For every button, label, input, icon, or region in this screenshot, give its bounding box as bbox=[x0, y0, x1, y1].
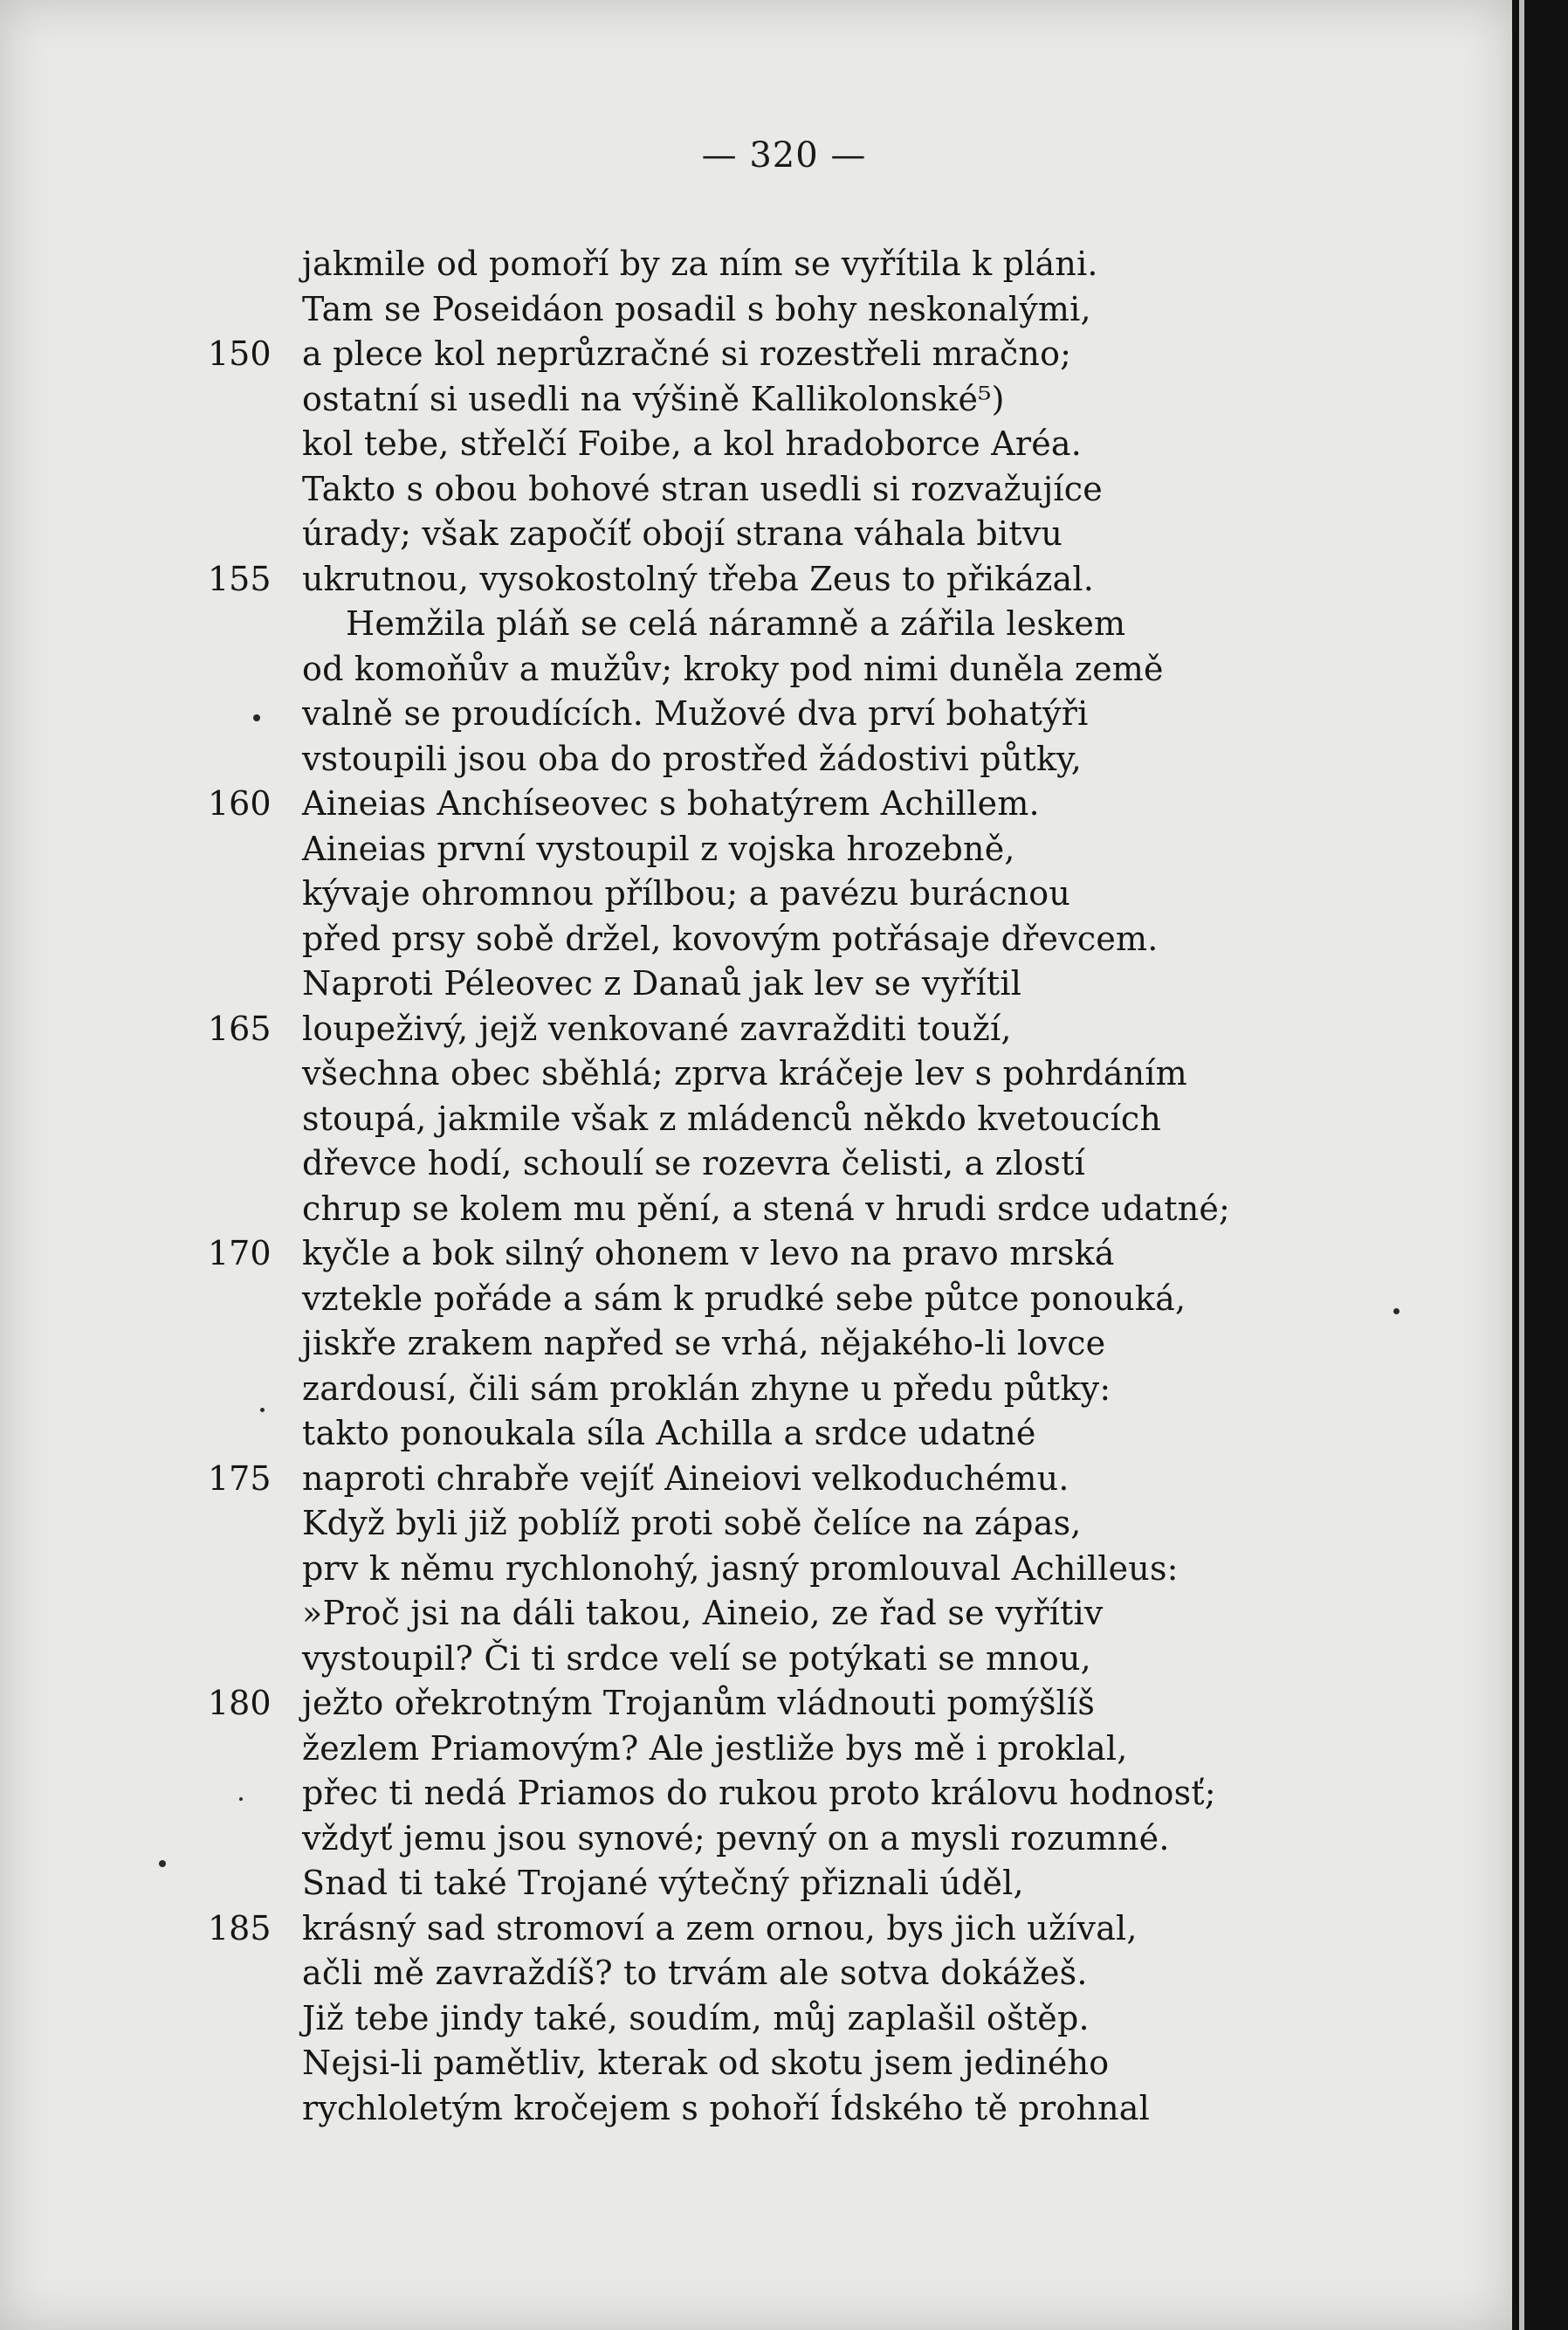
verse-text: vstoupili jsou oba do prostřed žádostivi půtky, bbox=[302, 739, 1083, 778]
verse-text: všechna obec sběhlá; zprva kráčeje lev s pohrdáním bbox=[302, 1054, 1187, 1093]
print-speck bbox=[1393, 1308, 1400, 1314]
verse-text: Aineias Anchíseovec s bohatýrem Achillem. bbox=[302, 784, 1040, 823]
verse-text: od komoňův a mužův; kroky pod nimi duněla země bbox=[302, 649, 1164, 688]
verse-text: vždyť jemu jsou synové; pevný on a mysli rozumné. bbox=[302, 1818, 1170, 1858]
verse-number: 165 bbox=[208, 1009, 272, 1048]
verse-line bbox=[0, 422, 1512, 467]
verse-text: ukrutnou, vysokostolný třeba Zeus to přikázal. bbox=[302, 559, 1095, 598]
verse-line bbox=[0, 1231, 1512, 1277]
verse-line bbox=[0, 737, 1512, 782]
verse-text: ježto ořekrotným Trojanům vládnouti pomýšlíš bbox=[302, 1684, 1096, 1722]
verse-number: 155 bbox=[208, 559, 272, 598]
verse-number: 150 bbox=[208, 334, 272, 373]
verse-text: stoupá, jakmile však z mládenců někdo kvetoucích bbox=[302, 1099, 1162, 1138]
verse-text: úrady; však započíť obojí strana váhala bitvu bbox=[302, 514, 1063, 553]
verse-line bbox=[0, 1457, 1512, 1502]
verse-line bbox=[0, 1727, 1512, 1772]
verse-text: žezlem Priamovým? Ale jestliže bys mě i proklal, bbox=[302, 1728, 1128, 1768]
verse-line bbox=[0, 1906, 1512, 1952]
verse-line bbox=[0, 1321, 1512, 1367]
verse-text: Hemžila pláň se celá náramně a zářila leskem bbox=[346, 604, 1126, 643]
verse-line bbox=[0, 1591, 1512, 1637]
verse-text: jakmile od pomoří by za ním se vyřítila k pláni. bbox=[302, 245, 1098, 283]
verse-text: Tam se Poseidáon posadil s bohy neskonalými, bbox=[302, 289, 1091, 328]
verse-line bbox=[0, 242, 1512, 287]
verse-number: 175 bbox=[208, 1458, 272, 1498]
verse-line bbox=[0, 647, 1512, 693]
verse-line bbox=[0, 1951, 1512, 1996]
verse-text: valně se proudících. Mužové dva prví bohatýři bbox=[302, 694, 1089, 733]
verse-block bbox=[0, 242, 1512, 2131]
verse-line bbox=[0, 1367, 1512, 1412]
verse-line bbox=[0, 1771, 1512, 1816]
verse-text: loupeživý, jejž venkované zavražditi touží, bbox=[302, 1009, 1012, 1048]
verse-line bbox=[0, 917, 1512, 962]
verse-text: vystoupil? Či ti srdce velí se potýkati se mnou, bbox=[302, 1638, 1091, 1678]
verse-line bbox=[0, 1816, 1512, 1862]
verse-line bbox=[0, 2086, 1512, 2132]
print-speck bbox=[260, 1408, 265, 1412]
verse-text: vztekle pořáde a sám k prudké sebe půtce ponouká, bbox=[302, 1279, 1186, 1318]
verse-line bbox=[0, 1996, 1512, 2042]
verse-text: Snad ti také Trojané výtečný přiznali úděl, bbox=[302, 1864, 1024, 1902]
verse-text: krásný sad stromoví a zem ornou, bys jich užíval, bbox=[302, 1908, 1138, 1947]
verse-line bbox=[0, 1501, 1512, 1547]
verse-line bbox=[0, 692, 1512, 737]
verse-line bbox=[0, 872, 1512, 917]
verse-text: Takto s obou bohové stran usedli si rozvažujíce bbox=[302, 469, 1103, 508]
verse-line bbox=[0, 377, 1512, 423]
verse-line bbox=[0, 1141, 1512, 1187]
verse-text: kol tebe, střelčí Foibe, a kol hradoborce Aréa. bbox=[302, 424, 1083, 463]
verse-number: 180 bbox=[208, 1684, 272, 1722]
verse-text: »Proč jsi na dáli takou, Aineio, ze řad se vyřítiv bbox=[302, 1594, 1104, 1632]
verse-line bbox=[0, 1861, 1512, 1906]
verse-line bbox=[0, 332, 1512, 377]
verse-text: a plece kol neprůzračné si rozestřeli mračno; bbox=[302, 334, 1072, 373]
verse-text: zardousí, čili sám proklán zhyne u předu půtky: bbox=[302, 1368, 1111, 1408]
verse-text: ačli mě zavraždíš? to trvám ale sotva dokážeš. bbox=[302, 1954, 1088, 1992]
verse-line bbox=[0, 1411, 1512, 1457]
verse-text: Aineias první vystoupil z vojska hrozebně, bbox=[302, 829, 1015, 868]
verse-text: rychloletým kročejem s pohoří Ídského tě prohnal bbox=[302, 2088, 1151, 2127]
verse-line bbox=[0, 2041, 1512, 2086]
verse-line bbox=[0, 1007, 1512, 1052]
verse-text: Nejsi-li pamětliv, kterak od skotu jsem jediného bbox=[302, 2044, 1110, 2082]
verse-text: kyčle a bok silný ohonem v levo na pravo mrská bbox=[302, 1234, 1115, 1272]
verse-line bbox=[0, 287, 1512, 333]
print-speck bbox=[239, 1797, 243, 1801]
verse-text: jiskře zrakem napřed se vrhá, nějakého-li lovce bbox=[302, 1324, 1106, 1362]
verse-line bbox=[0, 1187, 1512, 1232]
verse-number: 170 bbox=[208, 1234, 272, 1272]
verse-line bbox=[0, 512, 1512, 557]
verse-text: Když byli již poblíž proti sobě čelíce na zápas, bbox=[302, 1504, 1082, 1542]
verse-text: chrup se kolem mu pění, a stená v hrudi srdce udatné; bbox=[302, 1189, 1231, 1228]
verse-line bbox=[0, 1277, 1512, 1322]
page-number: — 320 — bbox=[701, 135, 867, 176]
verse-line bbox=[0, 1637, 1512, 1682]
verse-text: prv k němu rychlonohý, jasný promlouval Achilleus: bbox=[302, 1548, 1179, 1588]
verse-line bbox=[0, 1681, 1512, 1727]
verse-number: 160 bbox=[208, 784, 272, 823]
print-speck bbox=[159, 1860, 166, 1867]
verse-text: naproti chrabře vejíť Aineiovi velkoduchému. bbox=[302, 1458, 1069, 1498]
verse-line bbox=[0, 962, 1512, 1007]
page-binding-edge bbox=[1512, 0, 1568, 2330]
verse-line bbox=[0, 1547, 1512, 1592]
verse-text: kývaje ohromnou přílbou; a pavézu burácnou bbox=[302, 874, 1071, 913]
verse-line bbox=[0, 557, 1512, 603]
verse-line bbox=[0, 1097, 1512, 1142]
verse-line bbox=[0, 827, 1512, 872]
verse-number: 185 bbox=[208, 1908, 272, 1947]
verse-text: dřevce hodí, schoulí se rozevra čelisti, a zlostí bbox=[302, 1144, 1085, 1182]
verse-text: Naproti Péleovec z Danaů jak lev se vyřítil bbox=[302, 964, 1022, 1003]
verse-line bbox=[0, 467, 1512, 513]
verse-text: přec ti nedá Priamos do rukou proto královu hodnosť; bbox=[302, 1774, 1216, 1812]
verse-text: před prsy sobě držel, kovovým potřásaje dřevcem. bbox=[302, 919, 1159, 958]
verse-text: Již tebe jindy také, soudím, můj zaplašil oštěp. bbox=[302, 1998, 1090, 2037]
binding-stripe bbox=[1519, 0, 1524, 2330]
verse-line bbox=[0, 1051, 1512, 1097]
verse-line bbox=[0, 602, 1512, 647]
print-speck bbox=[253, 714, 260, 721]
verse-text: takto ponoukala síla Achilla a srdce udatné bbox=[302, 1414, 1036, 1452]
verse-line bbox=[0, 782, 1512, 827]
verse-text: ostatní si usedli na výšině Kallikolonské⁵) bbox=[302, 379, 1005, 418]
